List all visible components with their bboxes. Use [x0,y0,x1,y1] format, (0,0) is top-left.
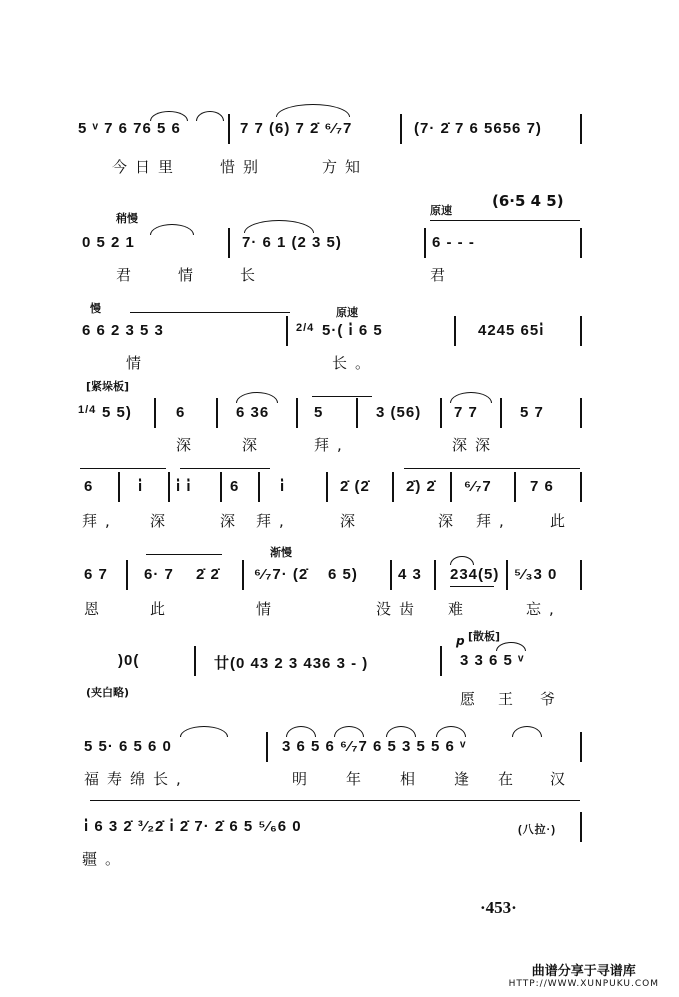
notes-segment: 5 [314,404,324,421]
lyric: 忘, [526,600,562,618]
interlude-mark: (八拉·) [518,824,556,836]
barline [326,472,328,502]
lyrics-line [70,598,610,620]
watermark-url: HTTP://WWW.XUNPUKU.COM [508,979,659,989]
lyric: 疆。 [82,850,129,868]
lyrics-line [70,434,610,456]
notes-segment: 3 3 6 5 ᵛ [460,652,525,669]
notes-segment: 6 [230,478,240,495]
notes-segment: 2̇) 2̇ [406,478,436,495]
lyric: 逢 [454,770,478,788]
notes-segment: 2̇ (2̇ [340,478,370,495]
notes-segment: i̇ 6 3 2̇ ³⁄₂2̇ i̇ 2̇ 7· 2̇ 6 5 ⁵⁄₆6 0 [84,818,302,835]
notes-segment: 0 5 2 1 [82,234,135,251]
phrase-line [146,554,222,555]
notation-line [70,566,610,594]
barline [390,560,392,590]
notation-line [70,404,610,432]
lyric: 福寿绵长, [84,770,189,788]
notes-segment: 7 6 [530,478,554,495]
lyric: 长。 [332,354,379,372]
barline [194,646,196,676]
lyric: 长 [240,266,264,284]
barline [216,398,218,428]
barline [356,398,358,428]
lyric: 情 [178,266,202,284]
barline [286,316,288,346]
barline [580,398,582,428]
lyric: 爷 [540,690,564,708]
barline [424,228,426,258]
lyric: 年 [346,770,370,788]
slur [386,726,416,737]
notes-segment: 7· 6 1 (2 3 5) [242,234,342,251]
notes-segment: 5 ᵛ 7 6 76 5 6 [78,120,181,137]
notes-segment: 3 6 5 6 ⁶⁄₇7 6 5 3 5 5 6 ᵛ [282,738,467,755]
lyric: 此 [150,600,174,618]
tempo-mark: 慢 [90,302,101,315]
slur [512,726,542,737]
lyric: 惜别 [220,158,267,176]
lyrics-line [70,848,610,870]
lyric: 相 [400,770,424,788]
lyric: 深深 [452,436,499,454]
watermark [509,960,659,989]
barline [580,732,582,762]
notes-segment: 5·( i̇ 6 5 [322,322,383,339]
lyric: 没齿 [376,600,423,618]
notation-line [70,818,610,846]
slur [450,556,474,565]
barline [514,472,516,502]
phrase-line [312,396,372,397]
barline [580,560,582,590]
barline [580,812,582,842]
notes-segment: ⁵⁄₃3 0 [514,566,558,583]
notes-segment: 4 3 [398,566,422,583]
slur [244,220,314,233]
phrase-line [80,468,166,469]
slur [496,642,526,651]
lyric: 深 [220,512,244,530]
lyrics-line [70,688,610,710]
slur [276,104,350,117]
bracket-phrase: (6·5 4 5) [492,192,564,210]
underline [450,586,494,587]
notes-segment: 2̇ 2̇ [196,566,220,583]
barline [580,114,582,144]
notes-segment: 6 6 2 3 5 3 [82,322,164,339]
notes-segment: 5 7 [520,404,544,421]
time-signature: 2/4 [296,322,315,334]
dynamic-mark: p [456,634,465,648]
barline [126,560,128,590]
barline [296,398,298,428]
phrase-line [430,220,580,221]
notes-segment: (7· 2̇ 7 6 5656 7) [414,120,542,137]
lyric: 情 [256,600,280,618]
tempo-mark: 稍慢 [116,212,138,225]
notes-segment: 6 - - - [432,234,475,251]
notation-line [70,234,610,262]
lyric: 深 [176,436,200,454]
slur [286,726,316,737]
notes-segment: 6 7 [84,566,108,583]
lyric: 在 [498,770,522,788]
barline [154,398,156,428]
tempo-mark: 原速 [430,204,452,217]
lyric: 今日里 [112,158,182,176]
notation-line [70,120,610,148]
notes-segment: 5 5· 6 5 6 0 [84,738,172,755]
barline [258,472,260,502]
notes-segment: ⁶⁄₇7 [464,478,492,495]
barline [450,472,452,502]
barline [168,472,170,502]
time-signature: 1/4 [78,404,97,416]
meter-mark: [紧垛板] [86,380,130,393]
lyric: 愿 [460,690,484,708]
tempo-mark: 原速 [336,306,358,319]
notes-segment: 234(5) [450,566,500,583]
meter-mark: [散板] [468,630,501,643]
lyric: 君 [430,266,454,284]
notes-segment: 6· 7 [144,566,174,583]
lyrics-line [70,352,610,374]
barline [454,316,456,346]
notes-segment: ⁶⁄₇7· (2̇ [254,566,309,583]
barline [580,228,582,258]
lyric: 深 [438,512,462,530]
slur [236,392,278,403]
lyric: 拜, [314,436,350,454]
notation-line [70,478,610,506]
lyrics-line [70,510,610,532]
notes-segment: 3 (56) [376,404,422,421]
notes-segment: 7 7 (6) 7 2̇ ⁶⁄₇7 [240,120,353,137]
slur [436,726,466,737]
barline [228,228,230,258]
barline [580,472,582,502]
lyric: 深 [242,436,266,454]
notes-segment: i̇ [280,478,286,495]
lyrics-line [70,768,610,790]
phrase-line [180,468,270,469]
notes-segment: 6 [84,478,94,495]
barline [242,560,244,590]
barline [228,114,230,144]
slur [334,726,364,737]
phrase-line [130,312,290,313]
phrase-line [404,468,580,469]
notes-segment: 廿(0 43 2 3 436 3 - ) [214,655,369,672]
lyric: 君 [116,266,140,284]
barline [506,560,508,590]
slur [150,111,188,121]
lyric: 深 [340,512,364,530]
lyric: 拜, [476,512,512,530]
lyric: 深 [150,512,174,530]
barline [440,646,442,676]
notes-segment: 7 7 [454,404,478,421]
notation-line [70,738,610,766]
lyric: 明 [292,770,316,788]
lyric: 拜, [256,512,292,530]
lyrics-line [70,264,610,286]
notes-segment: )0( [118,652,140,669]
lyric: 方知 [322,158,369,176]
barline [266,732,268,762]
barline [118,472,120,502]
notes-segment: i̇ i̇ [176,478,192,495]
page-number: ·453· [480,898,517,917]
tempo-mark: 渐慢 [270,546,292,559]
notes-segment: 6 5) [328,566,358,583]
barline [440,398,442,428]
watermark-title: 曲谱分享于寻谱库 [531,964,636,979]
barline [580,316,582,346]
lyric: 王 [498,690,522,708]
lyric: 此 [550,512,574,530]
slur [180,726,228,737]
lyric: 难 [448,600,472,618]
notes-segment: 5 5) [102,404,132,421]
lyrics-line [70,156,610,178]
lyric: 拜, [82,512,118,530]
notes-segment: i̇ [138,478,144,495]
slur [450,392,492,403]
notes-segment: 4245 65i̇ [478,322,545,339]
notes-segment: 6 [176,404,186,421]
barline [392,472,394,502]
barline [500,398,502,428]
barline [400,114,402,144]
phrase-line [90,800,580,801]
notation-line [70,652,610,680]
aside-note: (夹白略) [86,686,130,699]
lyric: 情 [126,354,150,372]
notes-segment: 6 36 [236,404,270,421]
slur [150,224,194,235]
lyric: 汉 [550,770,574,788]
barline [220,472,222,502]
slur [196,111,224,121]
lyric: 恩 [84,600,108,618]
barline [434,560,436,590]
notation-line [70,322,610,350]
